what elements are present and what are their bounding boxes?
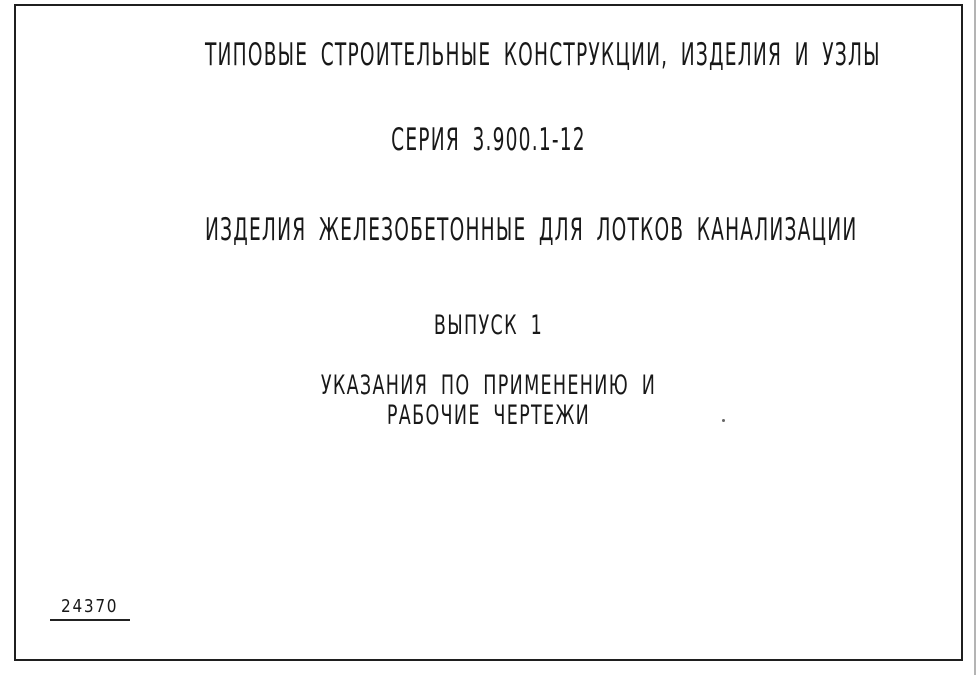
document-title: ТИПОВЫЕ СТРОИТЕЛЬНЫЕ КОНСТРУКЦИИ, ИЗДЕЛИЯ И УЗЛЫ: [205, 37, 881, 73]
sheet-border-frame: [14, 4, 963, 661]
scan-speck-artifact: [722, 419, 725, 422]
catalog-number: 24370: [61, 596, 119, 617]
series-number: СЕРИЯ 3.900.1-12: [391, 122, 586, 158]
document-subtitle: ИЗДЕЛИЯ ЖЕЛЕЗОБЕТОННЫЕ ДЛЯ ЛОТКОВ КАНАЛИЗАЦИИ: [205, 212, 858, 248]
description-line-2: РАБОЧИЕ ЧЕРТЕЖИ: [386, 400, 591, 431]
issue-number: ВЫПУСК 1: [433, 310, 544, 341]
catalog-number-block: [50, 598, 130, 621]
description-line-1: УКАЗАНИЯ ПО ПРИМЕНЕНИЮ И: [320, 370, 657, 401]
paper-scan-edge: [974, 0, 976, 675]
